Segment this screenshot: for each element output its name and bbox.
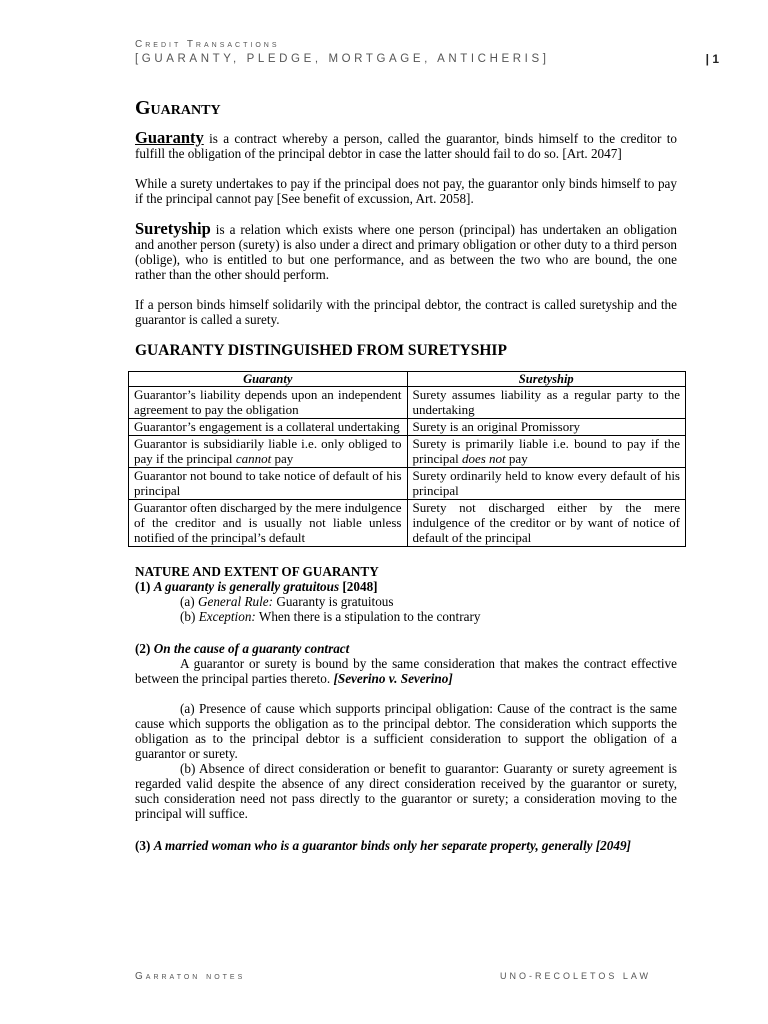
footer-right: UNO-RECOLETOS LAW <box>500 971 652 981</box>
header-topics: [GUARANTY, PLEDGE, MORTGAGE, ANTICHERIS] <box>135 53 550 65</box>
table-row <box>129 387 686 419</box>
page-number: | 1 <box>705 52 719 66</box>
cause-heading-text: On the cause of a guaranty contract <box>153 641 350 656</box>
item-text: A guaranty is generally gratuitous <box>153 579 340 594</box>
cell-emphasis: cannot <box>235 451 272 466</box>
suretyship-definition-text: is a relation which exists where one person (principal) has undertaken an obligation and another person (surety) is also under a direct and primary obligation or other duty to a third person (oblige), who is entitled to but one performance, and as between the two who are bound, the one rather than the other should perform. <box>135 222 678 282</box>
table-cell: Guarantor not bound to take notice of default of his principal <box>129 468 408 500</box>
cell-text: pay <box>271 451 294 466</box>
item-number: (2) <box>135 641 154 656</box>
table-header-row <box>129 372 686 387</box>
sub-text: Guaranty is gratuitous <box>273 594 394 609</box>
table-header-guaranty: Guaranty <box>129 372 408 387</box>
header-course: Credit Transactions <box>135 39 280 50</box>
sub-text: When there is a stipulation to the contrary <box>255 609 481 624</box>
married-woman-item <box>135 838 677 853</box>
table-cell: Guarantor often discharged by the mere indulgence of the creditor and is usually not liable unless notified of the principal’s default <box>129 500 408 547</box>
cell-text: Guarantor is subsidiarily liable i.e. only obliged to pay if the principal <box>134 436 402 466</box>
table-cell: Surety assumes liability as a regular party to the undertaking <box>407 387 686 419</box>
table-row <box>129 500 686 547</box>
table-cell: Surety is an original Promissory <box>407 419 686 436</box>
cause-paragraph <box>135 656 677 686</box>
comparison-table <box>128 371 686 547</box>
footer-left: Garraton notes <box>135 971 246 982</box>
table-cell: Surety ordinarily held to know every default of his principal <box>407 468 686 500</box>
table-row <box>129 436 686 468</box>
table-cell: Guarantor’s engagement is a collateral undertaking <box>129 419 408 436</box>
solidary-paragraph: If a person binds himself solidarily with the principal debtor, the contract is called suretyship and the guarantor is called a surety. <box>135 297 677 327</box>
distinguish-heading: GUARANTY DISTINGUISHED FROM SURETYSHIP <box>135 342 507 359</box>
table-row <box>129 419 686 436</box>
cell-text: pay <box>505 451 528 466</box>
cell-text: Surety is primarily liable i.e. bound to pay if the principal <box>412 436 680 466</box>
guaranty-definition-text: is a contract whereby a person, called the guarantor, binds himself to the creditor to fulfill the obligation of the principal debtor in case the latter should fail to do so. [Art. 2047] <box>135 131 677 161</box>
suretyship-definition <box>135 221 677 282</box>
item-number: (3) <box>135 838 154 853</box>
suretyship-term: Suretyship <box>135 219 211 238</box>
guaranty-definition <box>135 130 677 161</box>
item-number: (1) <box>135 579 154 594</box>
table-cell: Surety not discharged either by the mere indulgence of the creditor or by want of notice of default of the principal <box>407 500 686 547</box>
table-header-suretyship: Suretyship <box>407 372 686 387</box>
married-text: A married woman who is a guarantor binds only her separate property, generally <box>153 838 593 853</box>
sub-label: (b) <box>180 609 199 624</box>
cause-sub-b: (b) Absence of direct consideration or benefit to guarantor: Guaranty or surety agreement is regarded valid despite the absence of any direct consideration received by the guarantor or surety, such consideration need not pass directly to the guarantor or surety; a consideration moving to the principal will suffice. <box>135 761 677 821</box>
surety-vs-guarantor-paragraph: While a surety undertakes to pay if the principal does not pay, the guarantor only binds himself to pay if the principal cannot pay [See benefit of excussion, Art. 2058]. <box>135 176 677 206</box>
page-title: Guaranty <box>135 97 221 119</box>
case-citation: [Severino v. Severino] <box>333 671 453 686</box>
nature-section <box>135 564 677 624</box>
nature-item-1 <box>135 579 677 594</box>
nature-sub-a <box>135 594 677 609</box>
article-ref: [2048] <box>339 579 378 594</box>
cause-text: A guarantor or surety is bound by the same consideration that makes the contract effective between the principal parties thereto. <box>135 656 677 686</box>
cell-emphasis: does not <box>461 451 506 466</box>
sub-label: (a) <box>180 594 198 609</box>
cause-heading <box>135 641 677 656</box>
document-body <box>134 96 680 853</box>
table-row <box>129 468 686 500</box>
nature-sub-b <box>135 609 677 624</box>
sub-emphasis: Exception: <box>198 609 256 624</box>
guaranty-term: Guaranty <box>135 128 204 147</box>
article-ref: [2049] <box>592 838 631 853</box>
cause-sub-a: (a) Presence of cause which supports principal obligation: Cause of the contract is the same cause which supports the obligation as to the principal debtor. The consideration which supports the obligation as to the principal debtor is a sufficient consideration to support the obligation of a guarantor or surety. <box>135 701 677 761</box>
sub-emphasis: General Rule: <box>197 594 274 609</box>
table-cell: Guarantor’s liability depends upon an independent agreement to pay the obligation <box>129 387 408 419</box>
table-cell <box>129 436 408 468</box>
nature-heading: NATURE AND EXTENT OF GUARANTY <box>135 564 379 579</box>
cause-section <box>135 641 677 821</box>
table-cell <box>407 436 686 468</box>
